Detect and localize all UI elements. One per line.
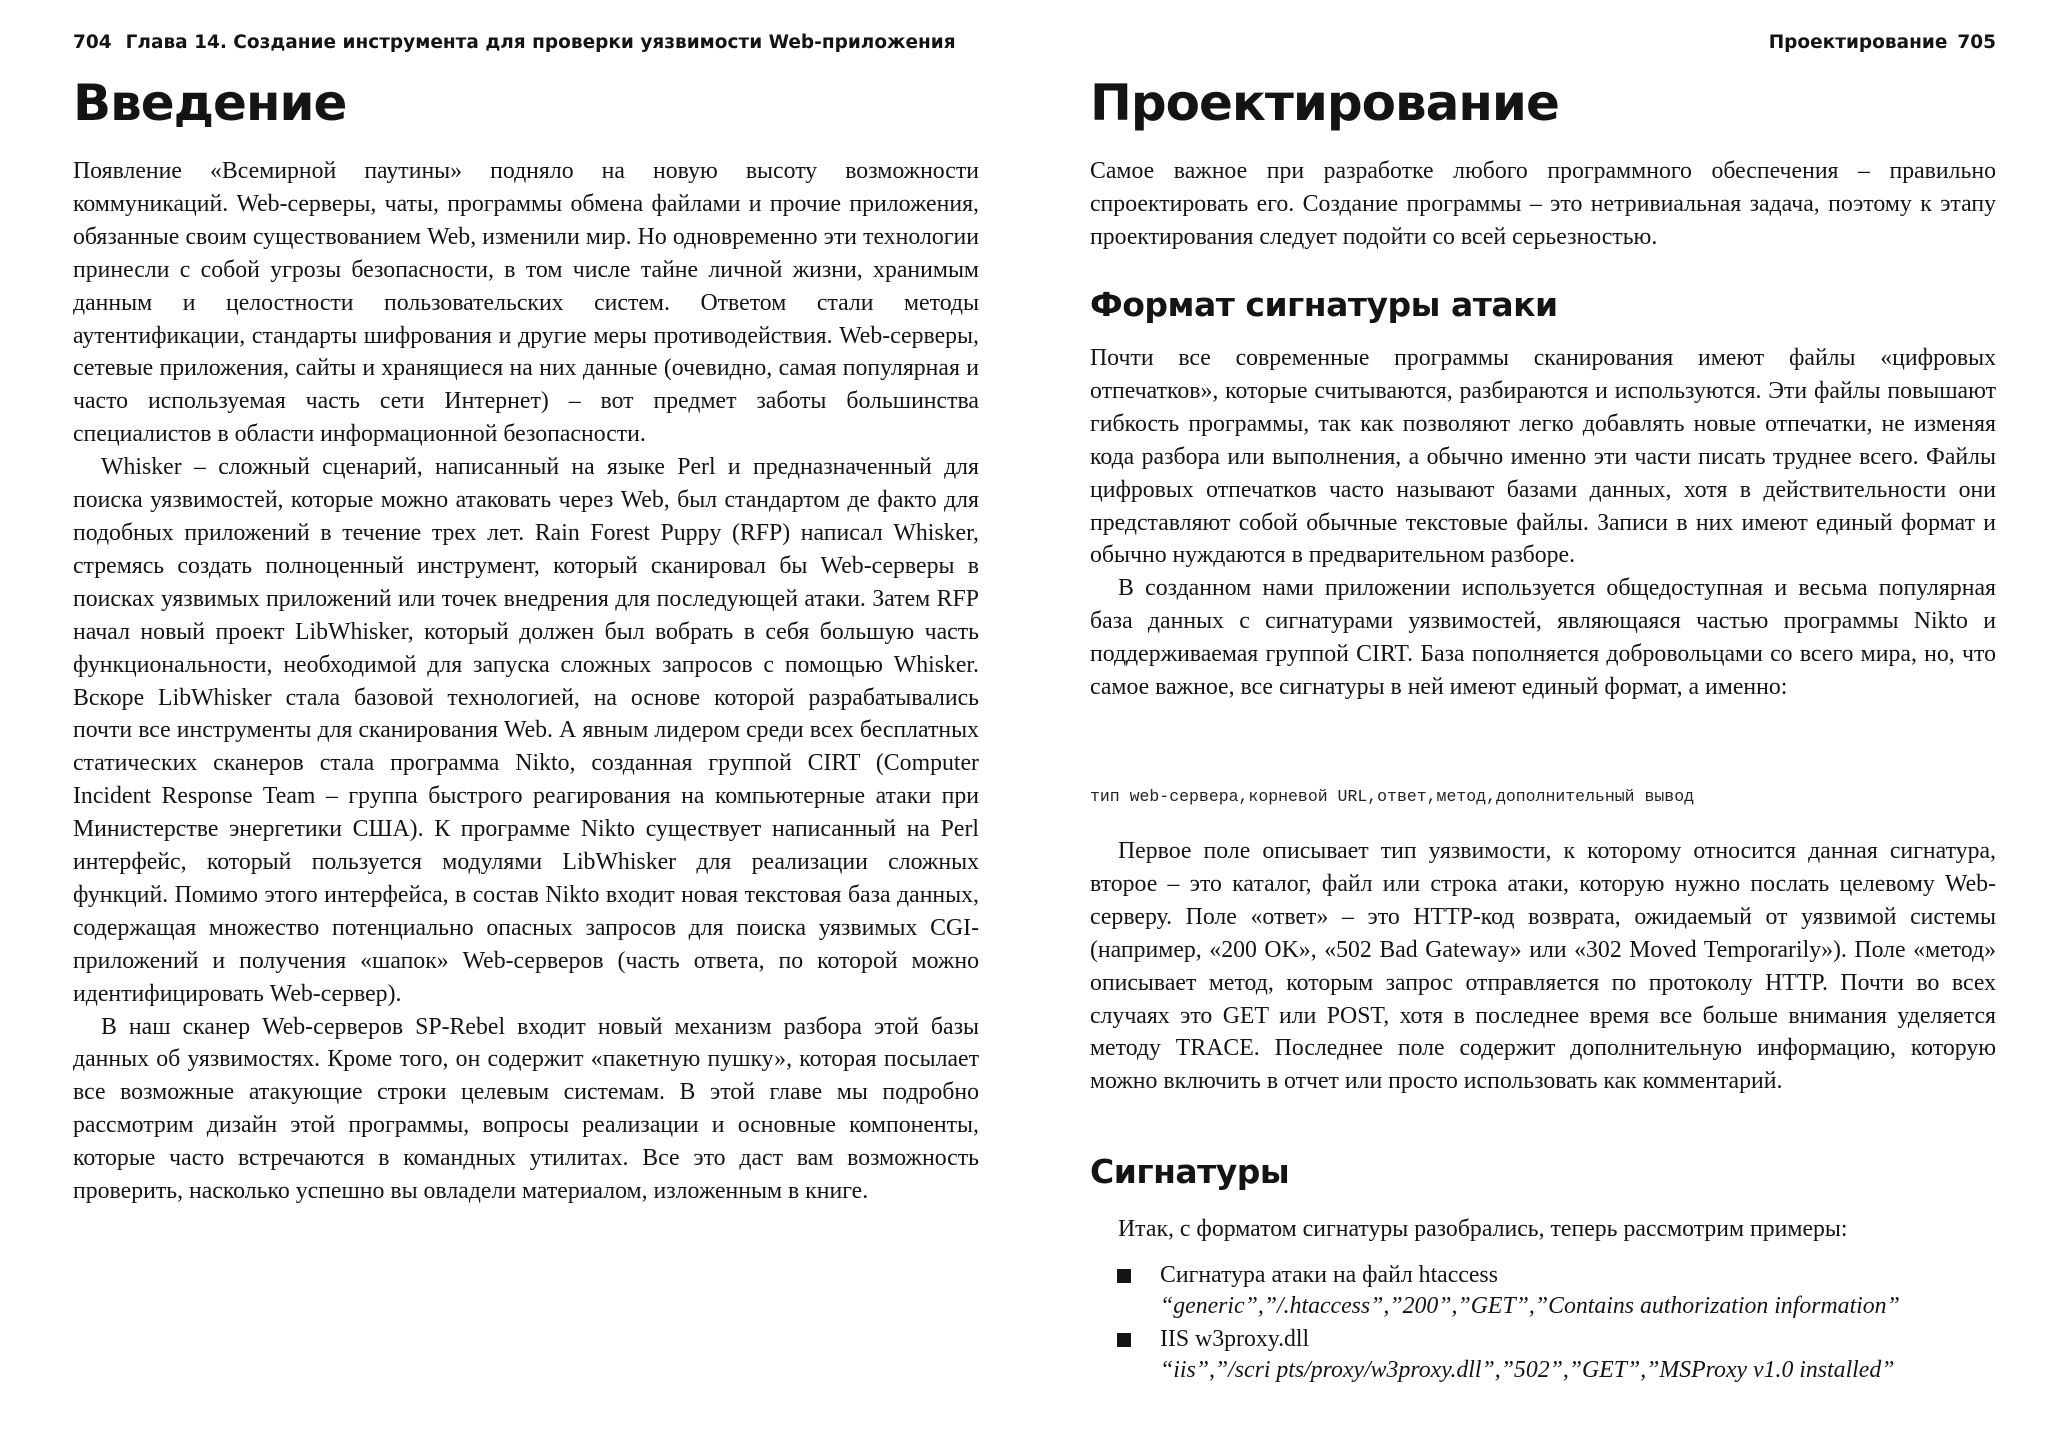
paragraph: Появление «Всемирной паутины» подняло на новую высоту возможности коммуникаций. Web-серверы, чаты, программы обмена файлами и прочие приложения, обязанные своим существованием Web, изменили мир. Но одновременно эти технологии принесли с собой угрозы безопасности, в том числе тайне личной жизни, хранимым данным и целостности пользовательских систем. Ответом стали методы аутентификации, стандарты шифрования и другие меры противодействия. Web-серверы, сетевые приложения, сайты и хранящиеся на них данные (очевидно, самая популярная и часто используемая часть сети Интернет) – вот предмет заботы большинства специалистов в области информационной безопасности. [73,158,979,448]
signature-list [1090,1260,1996,1386]
list-item [1090,1324,1996,1386]
signature-format-body [1090,342,1996,704]
page-number-left: 704 [73,32,112,53]
paragraph: Почти все современные программы сканирования имеют файлы «цифровых отпечатков», которые считываются, разбираются и используются. Эти файлы повышают гибкость программы, так как позволяют легко добавлять новые отпечатки, не изменяя кода разбора или выполнения, а обычно именно эти части писать труднее всего. Файлы цифровых отпечатков часто называют базами данных, хотя в действительности они представляют собой обычные текстовые файлы. Записи в них имеют единый формат и обычно нуждаются в предварительном разборе. [1090,345,1996,569]
section-title-introduction: Введение [73,74,347,132]
section-title-design: Проектирование [1090,74,1559,132]
signatures-body [1090,1213,1996,1388]
signature-format-section [1090,283,1996,327]
running-head-right [1090,28,1996,58]
running-head-left [73,28,979,58]
paragraph: В наш сканер Web-серверов SP-Rebel входит новый механизм разбора этой базы данных об уязвимостях. Кроме того, он содержит «пакетную пушку», которая посылает все возможные атакующие строки целевым системам. В этой главе мы подробно рассмотрим дизайн этой программы, вопросы реализации и основные компоненты, которые часто встречаются в командных утилитах. Все это даст вам возможность проверить, насколько успешно вы овладели материалом, изложенным в книге. [73,1013,979,1205]
paragraph: Итак, с форматом сигнатуры разобрались, теперь рассмотрим примеры: [1118,1216,1848,1242]
list-item [1090,1260,1996,1322]
code-sample: тип web-сервера,корневой URL,ответ,метод,дополнительный вывод [1090,787,1694,806]
signatures-section [1090,1150,1996,1194]
signature-example: “generic”,”/.htaccess”,”200”,”GET”,”Contains authorization information” [1160,1292,1900,1319]
paragraph: В созданном нами приложении используется общедоступная и весьма популярная база данных с сигнатурами уязвимостей, являющаяся частью программы Nikto и поддерживаемая группой CIRT. База пополняется добровольцами со всего мира, но, что самое важное, все сигнатуры в ней имеют единый формат, а именно: [1090,575,1996,701]
subsection-heading-signatures: Сигнатуры [1090,1152,1290,1191]
design-intro [1090,155,1996,254]
signature-title: Сигнатура атаки на файл htaccess [1160,1261,1498,1288]
running-title-right: Проектирование [1768,32,1948,53]
subsection-heading-format: Формат сигнатуры атаки [1090,285,1558,324]
square-bullet-icon [1117,1269,1131,1283]
page-number-right: 705 [1957,32,1996,53]
paragraph: Whisker – сложный сценарий, написанный на языке Perl и предназначенный для поиска уязвимостей, которые можно атаковать через Web, был стандартом де факто для подобных приложений в течение трех лет. Rain Forest Puppy (RFP) написал Whisker, стремясь создать полноценный инструмент, который сканировал бы Web-серверы в поисках уязвимых приложений или точек внедрения для последующей атаки. Затем RFP начал новый проект LibWhisker, который должен был вобрать в себя большую часть функциональности, необходимой для запуска сложных запросов с помощью Whisker. Вскоре LibWhisker стала базовой технологией, на основе которой разрабатывались почти все инструменты для сканирования Web. А явным лидером среди всех бесплатных статических сканеров стала программа Nikto, созданная группой CIRT (Computer Incident Response Team – группа быстрого реагирования на компьютерные атаки при Министерстве энергетики США). К программе Nikto существует написанный на Perl интерфейс, который пользуется модулями LibWhisker для реализации сложных функций. Помимо этого интерфейса, в состав Nikto входит новая текстовая база данных, содержащая множество потенциально опасных запросов для поиска уязвимых CGI-приложений и получения «шапок» Web-серверов (часть ответа, по которой можно идентифицировать Web-сервер). [73,454,979,1007]
square-bullet-icon [1117,1333,1131,1347]
running-title-left: Глава 14. Создание инструмента для проверки уязвимости Web-приложения [125,32,956,53]
paragraph: Первое поле описывает тип уязвимости, к которому относится данная сигнатура, второе – это каталог, файл или строка атаки, которую нужно послать целевому Web-серверу. Поле «ответ» – это HTTP-код возврата, ожидаемый от уязвимой системы (например, «200 OK», «502 Bad Gateway» или «302 Moved Temporarily»). Поле «метод» описывает метод, которым запрос отправляется по протоколу HTTP. Почти во всех случаях это GET или POST, хотя в последнее время все больше внимания уделяется методу TRACE. Последнее поле содержит дополнительную информацию, которую можно включить в отчет или просто использовать как комментарий. [1090,838,1996,1095]
paragraph: Самое важное при разработке любого программного обеспечения – правильно спроектировать его. Создание программы – это нетривиальная задача, поэтому к этапу проектирования следует подойти со всей серьезностью. [1090,158,1996,250]
right-page [1090,0,1996,1447]
signature-example: “iis”,”/scri pts/proxy/w3proxy.dll”,”502”,”GET”,”MSProxy v1.0 installed” [1160,1356,1895,1383]
signature-title: IIS w3proxy.dll [1160,1325,1310,1352]
left-page-body [73,155,979,1208]
signature-fields-description [1090,835,1996,1098]
left-page [73,0,979,1447]
